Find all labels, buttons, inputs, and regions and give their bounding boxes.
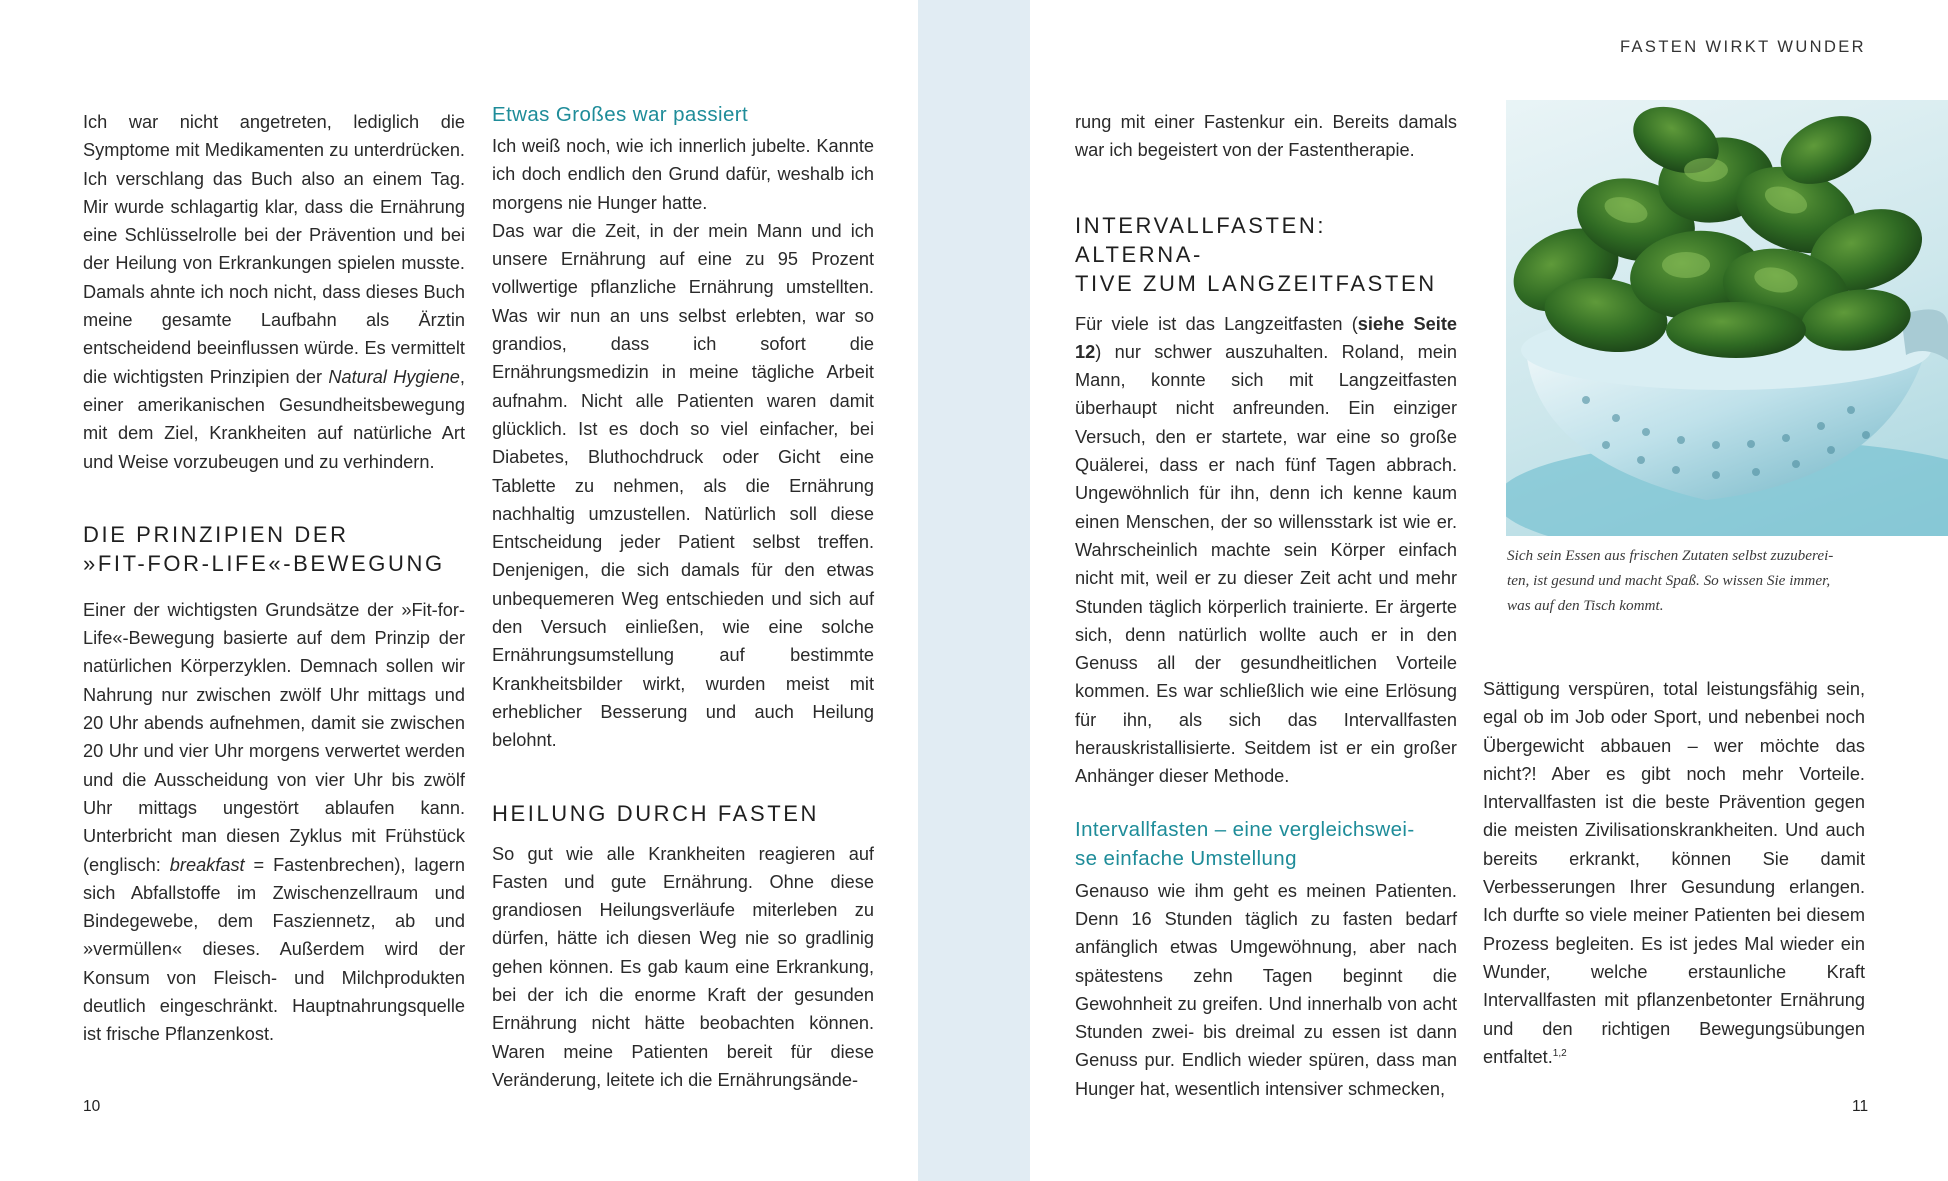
subheading-grosses: Etwas Großes war passiert xyxy=(492,103,749,126)
paragraph: Genauso wie ihm geht es meinen Patienten. Denn 16 Stunden täglich zu fasten bedarf anfänglich etwas Umgewöhnung, aber nach spätestens zehn Tagen beginnt die Gewohnheit zu greifen. Und innerhalb von acht Stunden zwei- bis dreimal zu essen ist dann Genuss pur. Endlich wieder spüren, dass man Hunger hat, wesentlich intensiver schmecken, xyxy=(1075,880,1457,1099)
page-reference: siehe Seite 12 xyxy=(1075,313,1457,362)
subheading-umstellung: Intervallfasten – eine vergleichswei- se einfache Umstellung xyxy=(1075,817,1415,870)
paragraph: Ich war nicht angetreten, lediglich die Symptome mit Medikamenten zu unterdrücken. Ich verschlang das Buch also an einem Tag. Mir wurde schlagartig klar, dass die Ernährung eine Schlüsselrolle bei der Prävention und bei der Heilung von Erkrankungen spielen musste. Damals ahnte ich noch nicht, dass dieses Buch meine gesamte Laufbahn als Ärztin entscheidend beeinflussen würde. Es vermittelt die wichtigsten Prinzipien der Natural Hygiene, einer amerikanischen Gesundheitsbewegung mit dem Ziel, Krankheiten auf natürliche Art und Weise vorzubeugen und zu verhindern. xyxy=(83,112,465,472)
column-4 xyxy=(1483,675,1865,1071)
paragraph: rung mit einer Fastenkur ein. Bereits damals war ich begeistert von der Fastentherapie. xyxy=(1075,112,1457,161)
running-head: FASTEN WIRKT WUNDER xyxy=(1619,38,1866,56)
salad-colander-photo xyxy=(1506,100,1948,536)
column-3 xyxy=(1075,108,1457,1103)
photo-caption: Sich sein Essen aus frischen Zutaten selbst zuzuberei- ten, ist gesund und macht Spaß. So wissen Sie immer, was auf den Tisch kommt. xyxy=(1507,547,1834,614)
paragraph: Ich weiß noch, wie ich innerlich jubelte. Kannte ich doch endlich den Grund dafür, weshalb ich morgens nie Hunger hatte. xyxy=(492,136,874,213)
section-heading-prinzipien: DIE PRINZIPIEN DER »FIT-FOR-LIFE«-BEWEGUNG xyxy=(83,521,445,576)
section-heading-heilung: HEILUNG DURCH FASTEN xyxy=(492,800,820,826)
page-number-left: 10 xyxy=(83,1098,101,1115)
paragraph: So gut wie alle Krankheiten reagieren auf Fasten und gute Ernährung. Ohne diese grandiosen Heilungsverläufe miterleben zu dürfen, hätte ich diesen Weg nie so gradlinig gehen können. Es gab kaum eine Erkrankung, bei der ich die enorme Kraft der gesunden Ernährung nicht hätte beobachten können. Waren meine Patienten bereit für diese Veränderung, leitete ich die Ernährungsände- xyxy=(492,843,874,1090)
column-1 xyxy=(83,108,465,1049)
book-gutter xyxy=(918,0,1030,1181)
footnote-marker: 1,2 xyxy=(1552,1047,1567,1059)
section-heading-intervallfasten: INTERVALLFASTEN: ALTERNA- TIVE ZUM LANGZEITFASTEN xyxy=(1075,212,1437,296)
page-number-right: 11 xyxy=(1852,1098,1869,1115)
paragraph: Das war die Zeit, in der mein Mann und ich unsere Ernährung auf eine zu 95 Prozent vollwertige pflanzliche Ernährung umstellten. Was wir nun an uns selbst erlebten, war so grandios, dass ich sofort die Ernährungsmedizin in meine tägliche Arbeit aufnahm. Nicht alle Patienten waren damit glücklich. Ist es doch so viel einfacher, bei Diabetes, Bluthochdruck oder Gicht eine Tablette zu nehmen, als die Ernährung nachhaltig umzustellen. Natürlich soll diese Entscheidung jeder Patient selbst treffen. Denjenigen, die sich damals für den etwas unbequemeren Weg entschieden und sich auf den Versuch einließen, wie eine solche Ernährungsumstellung auf bestimmte Krankheitsbilder wirkt, wurden meist mit erheblicher Besserung und auch Heilung belohnt. xyxy=(492,220,874,751)
paragraph: Sättigung verspüren, total leistungsfähig sein, egal ob im Job oder Sport, und nebenbei noch Übergewicht abbauen – wer möchte das nicht?! Aber es gibt noch mehr Vorteile. Intervallfasten ist die beste Prävention gegen die meisten Zivilisationskrankheiten. Und auch bereits erkrankt, können Sie damit Verbesserungen Ihrer Gesundung erlangen. Ich durfte so viele meiner Patienten bei diesem Prozess begleiten. Es ist jedes Mal wieder ein Wunder, welche erstaunliche Kraft Intervallfasten mit pflanzenbetonter Ernährung und den richtigen Bewegungsübungen entfaltet.$^{1,2}$ xyxy=(1483,679,1865,1067)
paragraph: Einer der wichtigsten Grundsätze der »Fit-for-Life«-Bewegung basierte auf dem Prinzip der natürlichen Körperzyklen. Demnach sollen wir Nahrung nur zwischen zwölf Uhr mittags und 20 Uhr abends aufnehmen, damit sie zwischen 20 Uhr und vier Uhr morgens verwertet werden und die Ausscheidung von vier Uhr bis zwölf Uhr mittags ungestört ablaufen kann. Unterbricht man diesen Zyklus mit Frühstück (englisch: breakfast = Fastenbrechen), lagern sich Abfallstoffe im Zwischenzellraum und Bindegewebe, dem Fasziennetz, ab und »vermüllen« dieses. Außerdem wird der Konsum von Fleisch- und Milchprodukten deutlich eingeschränkt. Hauptnahrungsquelle ist frische Pflanzenkost. xyxy=(83,599,465,1045)
paragraph: Für viele ist das Langzeitfasten (siehe Seite 12) nur schwer auszuhalten. Roland, mein Mann, konnte sich mit Langzeitfasten überhaupt nicht anfreunden. Ein einziger Versuch, den er startete, war eine so große Quälerei, dass er nach fünf Tagen abbrach. Ungewöhnlich für ihn, denn ich kenne kaum einen Menschen, der so willensstark ist wie er. Wahrscheinlich machte sein Körper einfach nicht mit, weil er zu dieser Zeit acht und mehr Stunden täglich körperlich trainierte. Er ärgerte sich, denn natürlich wollte auch er in den Genuss all der gesundheitlichen Vorteile kommen. Es war schließlich wie eine Erlösung für ihn, als sich das Intervallfasten herauskristallisierte. Seitdem ist er ein großer Anhänger dieser Methode. xyxy=(1075,313,1457,787)
column-2 xyxy=(492,100,874,1094)
